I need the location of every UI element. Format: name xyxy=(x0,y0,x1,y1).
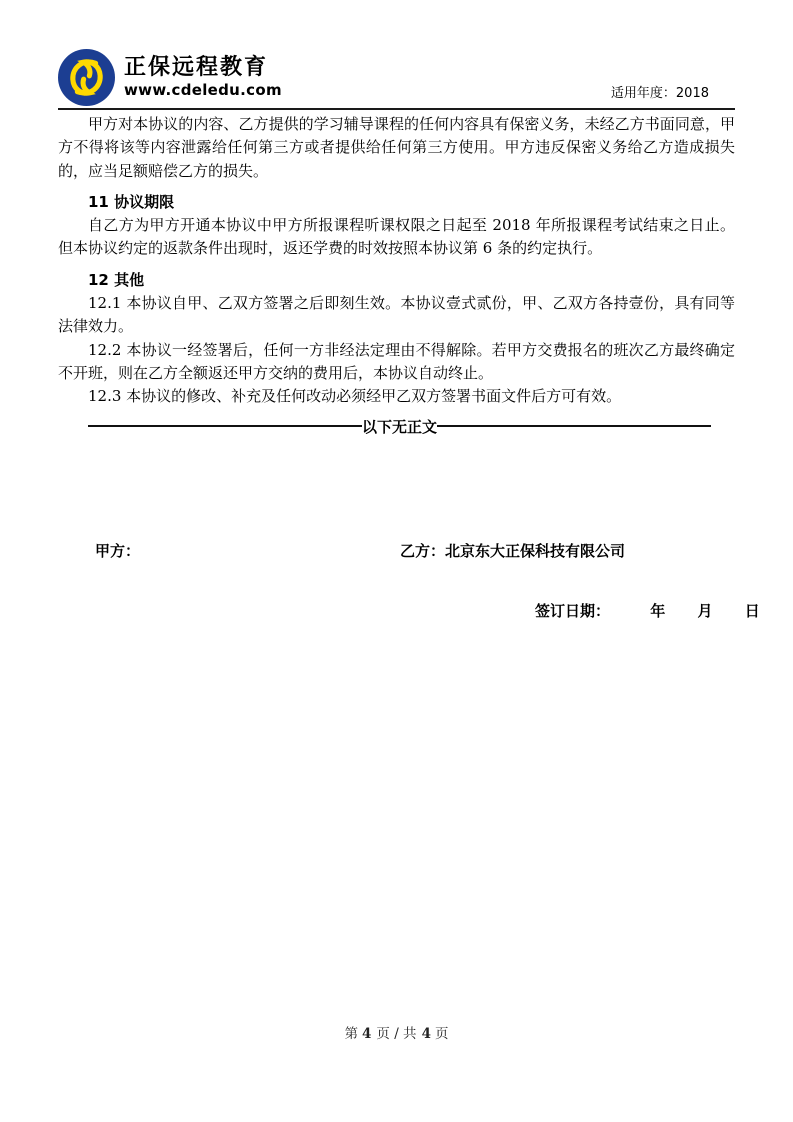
page-footer xyxy=(0,1022,793,1042)
current-page-number: 4 xyxy=(362,1026,372,1042)
applicable-year-label: 适用年度：2018 xyxy=(610,86,709,101)
header-divider xyxy=(58,108,735,110)
brand-block xyxy=(58,49,282,106)
confidentiality-paragraph: 甲方对本协议的内容、乙方提供的学习辅导课程的任何内容具有保密义务，未经乙方书面同意，甲方不得将该等内容泄露给任何第三方或者提供给任何第三方使用。甲方违反保密义务给乙方造成损失的，应当足额赔偿乙方的损失。 xyxy=(58,115,735,180)
brand-text xyxy=(124,55,282,100)
month-label: 月 xyxy=(697,601,713,620)
clause-12-1: 12.1 本协议自甲、乙双方签署之后即刻生效。本协议壹式贰份，甲、乙双方各持壹份，具有同等法律效力。 xyxy=(58,294,735,336)
dash-line-right xyxy=(437,425,711,427)
brand-url: www.cdeledu.com xyxy=(124,81,282,99)
document-body xyxy=(58,113,760,621)
footer-suffix: 页 xyxy=(434,1026,449,1042)
clause-12-2: 12.2 本协议一经签署后，任何一方非经法定理由不得解除。若甲方交费报名的班次乙方最终确定不开班，则在乙方全额返还甲方交纳的费用后，本协议自动终止。 xyxy=(58,340,735,382)
end-of-text-label: 以下无正文 xyxy=(362,417,438,436)
party-a-signature-label: 甲方： xyxy=(95,541,141,560)
day-label: 日 xyxy=(744,601,760,620)
footer-prefix: 第 xyxy=(344,1026,359,1042)
page-header xyxy=(58,0,735,106)
party-b-signature-label: 乙方：北京东大正保科技有限公司 xyxy=(400,541,626,560)
brand-name: 正保远程教育 xyxy=(124,55,269,80)
footer-infix: 页 / 共 xyxy=(376,1026,417,1042)
sign-date-row xyxy=(58,600,760,621)
clause-12-3: 12.3 本协议的修改、补充及任何改动必须经甲乙双方签署书面文件后方可有效。 xyxy=(88,387,622,406)
section-12-heading: 12 其他 xyxy=(88,270,145,289)
total-page-number: 4 xyxy=(421,1026,431,1042)
section-11-heading: 11 协议期限 xyxy=(88,192,175,211)
logo-circle xyxy=(58,49,115,106)
section-11-paragraph: 自乙方为甲方开通本协议中甲方所报课程听课权限之日起至 2018 年所报课程考试结束之日止。但本协议约定的返款条件出现时，返还学费的时效按照本协议第 6 条的约定执行。 xyxy=(58,216,735,258)
end-of-text-marker xyxy=(88,416,711,437)
signature-row xyxy=(58,540,735,562)
year-label: 年 xyxy=(650,601,666,620)
dash-line-left xyxy=(88,425,362,427)
zhengbao-logo-icon xyxy=(58,49,115,106)
sign-date-label: 签订日期： xyxy=(535,601,611,620)
